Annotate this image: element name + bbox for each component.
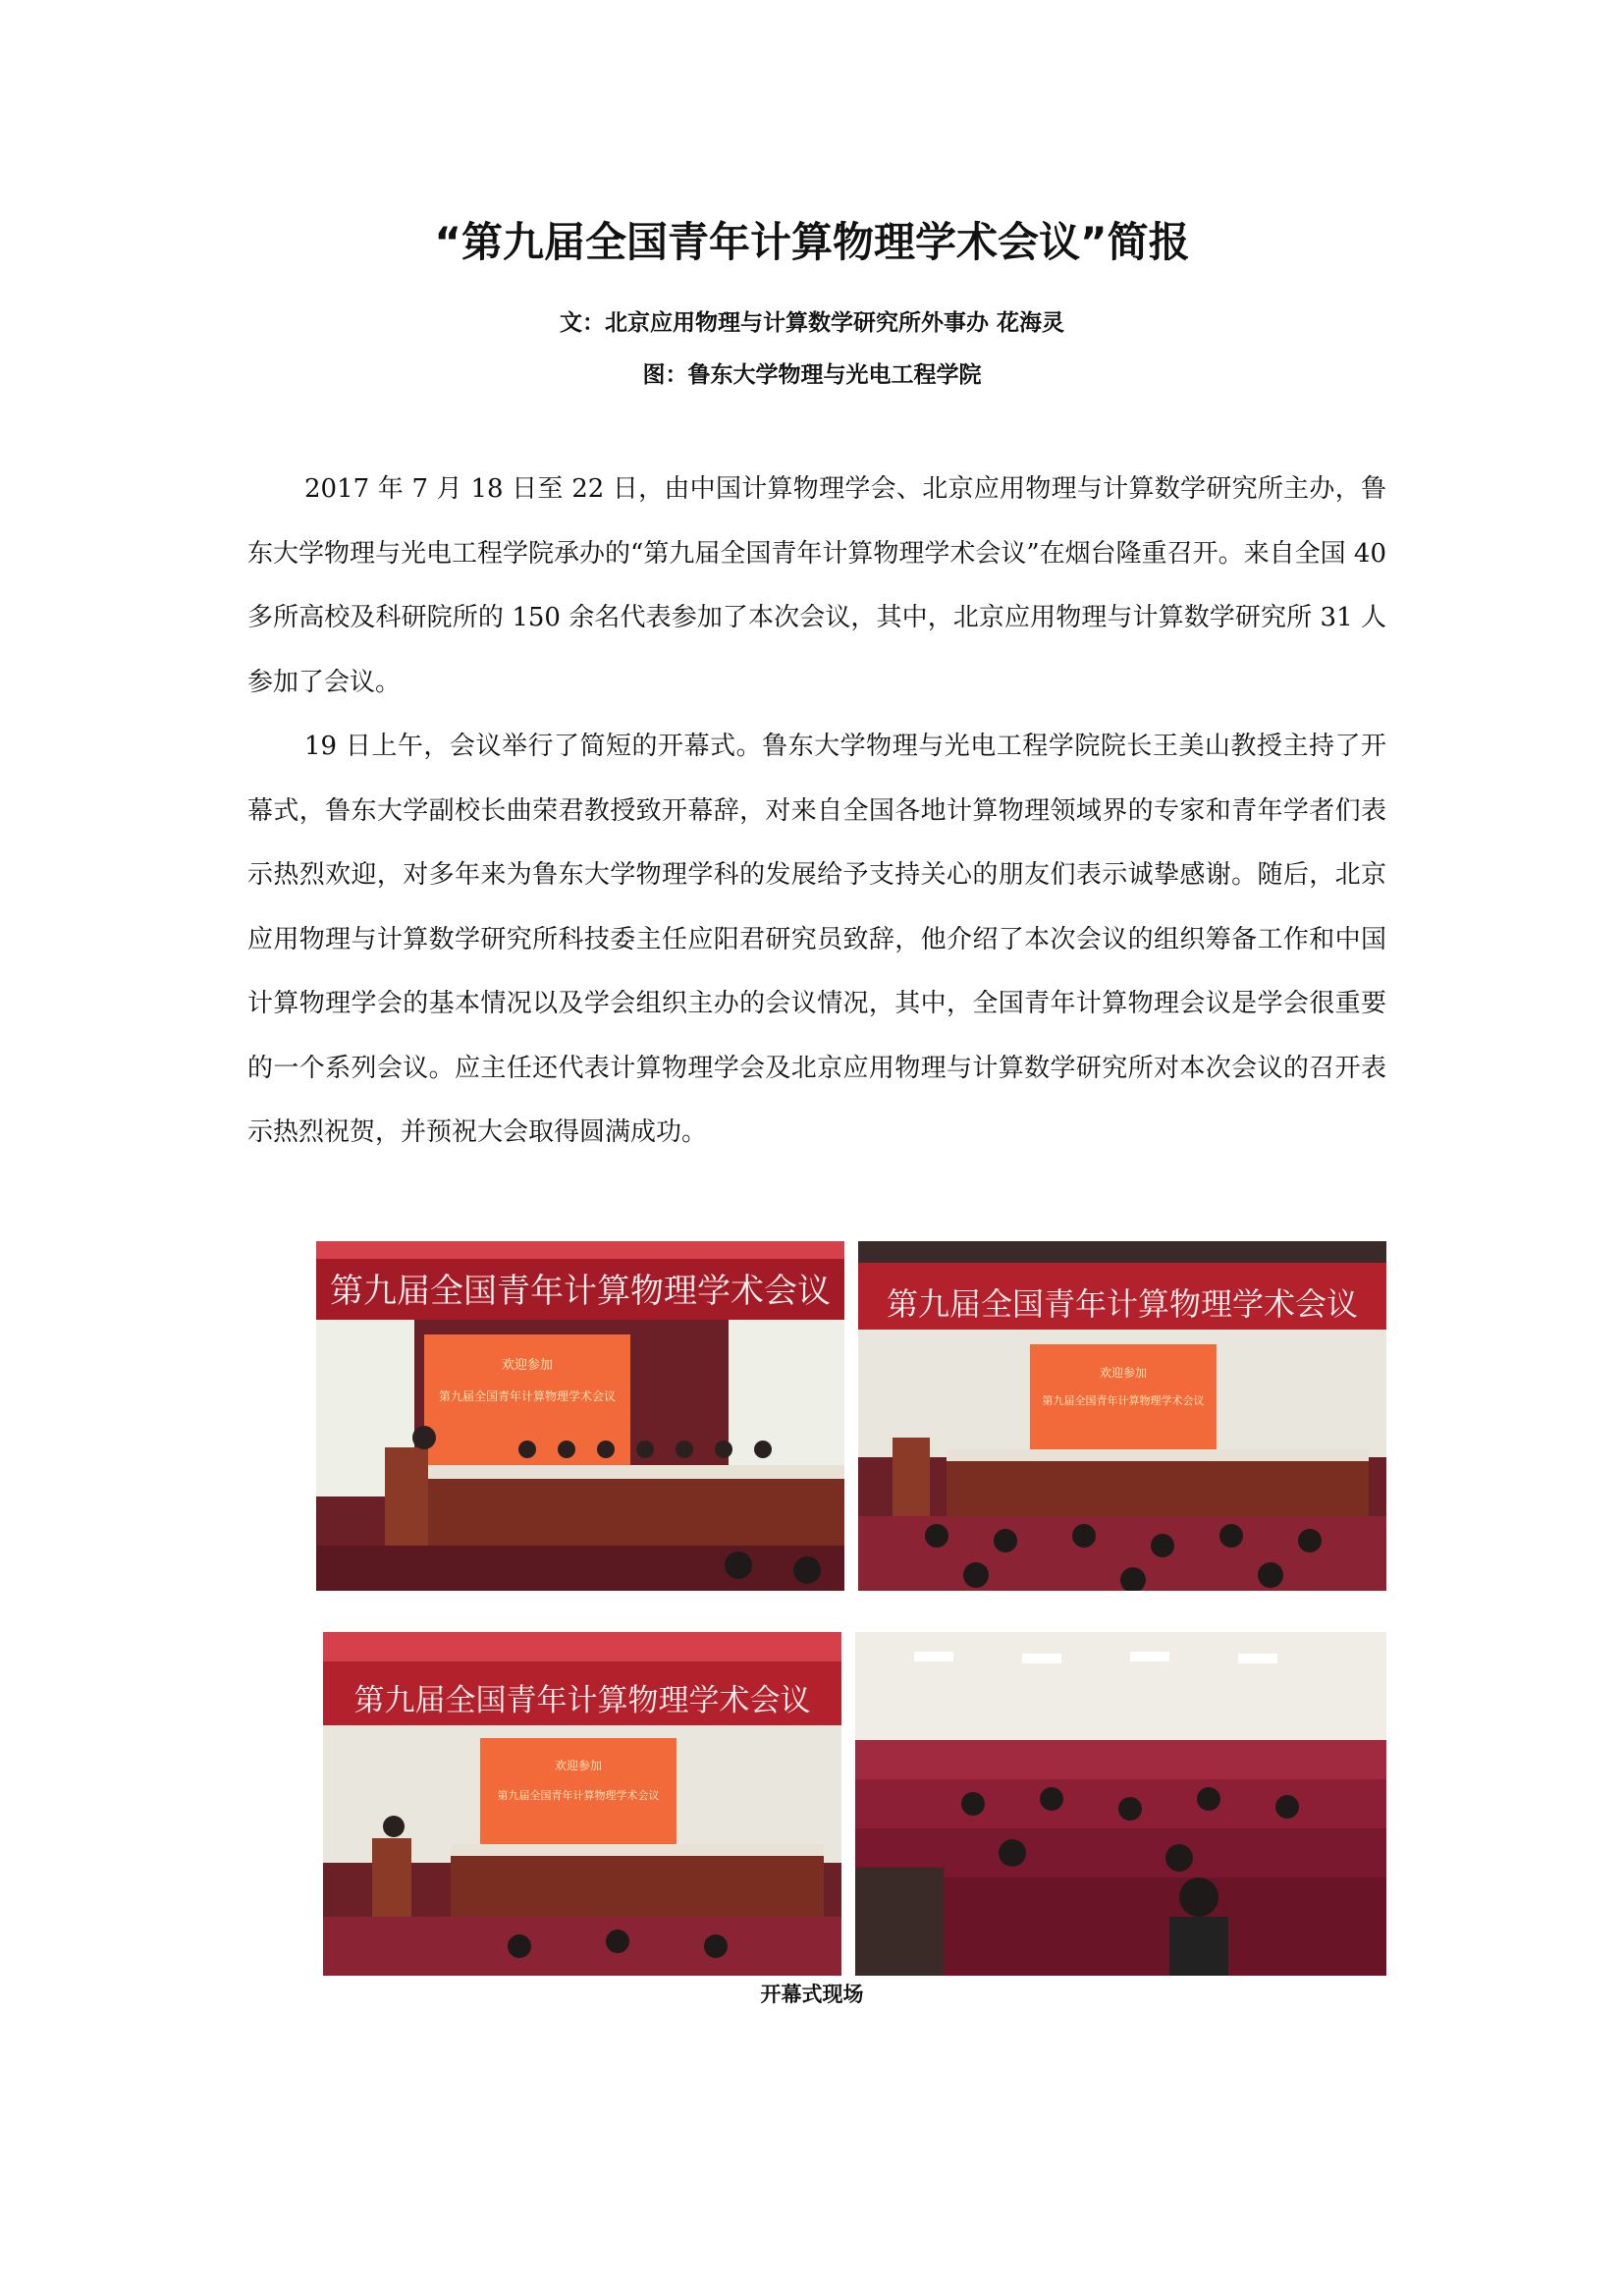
photo-audience [855,1632,1386,1976]
article-body [247,458,1386,1166]
photo-audience-image [855,1632,1386,1976]
paragraph-2: 19 日上午，会议举行了简短的开幕式。鲁东大学物理与光电工程学院院长王美山教授主持了开幕式，鲁东大学副校长曲荣君教授致开幕辞，对来自全国各地计算物理领域界的专家和青年学者们表示热烈欢迎，对多年来为鲁东大学物理学科的发展给予支持关心的朋友们表示诚挚感谢。随后，北京应用物理与计算数学研究所科技委主任应阳君研究员致辞，他介绍了本次会议的组织筹备工作和中国计算物理学会的基本情况以及学会组织主办的会议情况，其中，全国青年计算物理会议是学会很重要的一个系列会议。应主任还代表计算物理学会及北京应用物理与计算数学研究所对本次会议的召开表示热烈祝贺，并预祝大会取得圆满成功。 [247,732,1386,1147]
byline-photographer: 图：鲁东大学物理与光电工程学院 [642,362,982,388]
banner-text-2: 第九届全国青年计算物理学术会议 [886,1285,1359,1323]
photo-stage-wide-image [858,1241,1386,1591]
screen-line2-3: 第九届全国青年计算物理学术会议 [497,1789,660,1802]
photo-stage-speaker-image [323,1632,841,1976]
article-title: “第九届全国青年计算物理学术会议”简报 [434,218,1190,266]
screen-line1-2: 欢迎参加 [1099,1366,1148,1380]
banner-text: 第九届全国青年计算物理学术会议 [330,1272,831,1311]
screen-line1: 欢迎参加 [501,1358,554,1373]
screen-line2: 第九届全国青年计算物理学术会议 [438,1389,617,1403]
photo-stage-left-image [316,1241,844,1591]
photo-stage-wide [858,1241,1386,1591]
banner-text-3: 第九届全国青年计算物理学术会议 [353,1683,811,1718]
paragraph-1: 2017 年 7 月 18 日至 22 日，由中国计算物理学会、北京应用物理与计算数学研究所主办，鲁东大学物理与光电工程学院承办的“第九届全国青年计算物理学术会议”在烟台隆重召开。来自全国 40 多所高校及科研院所的 150 余名代表参加了本次会议，其中，北京应用物理与计算数学研究所 31 人参加了会议。 [247,474,1386,697]
photo-stage-left [316,1241,844,1591]
byline-author: 文：北京应用物理与计算数学研究所外事办 花海灵 [559,310,1064,336]
photo-stage-speaker [323,1632,841,1976]
screen-line1-3: 欢迎参加 [554,1759,603,1772]
screen-line2-2: 第九届全国青年计算物理学术会议 [1042,1394,1205,1407]
photo-caption: 开幕式现场 [760,1983,864,2006]
